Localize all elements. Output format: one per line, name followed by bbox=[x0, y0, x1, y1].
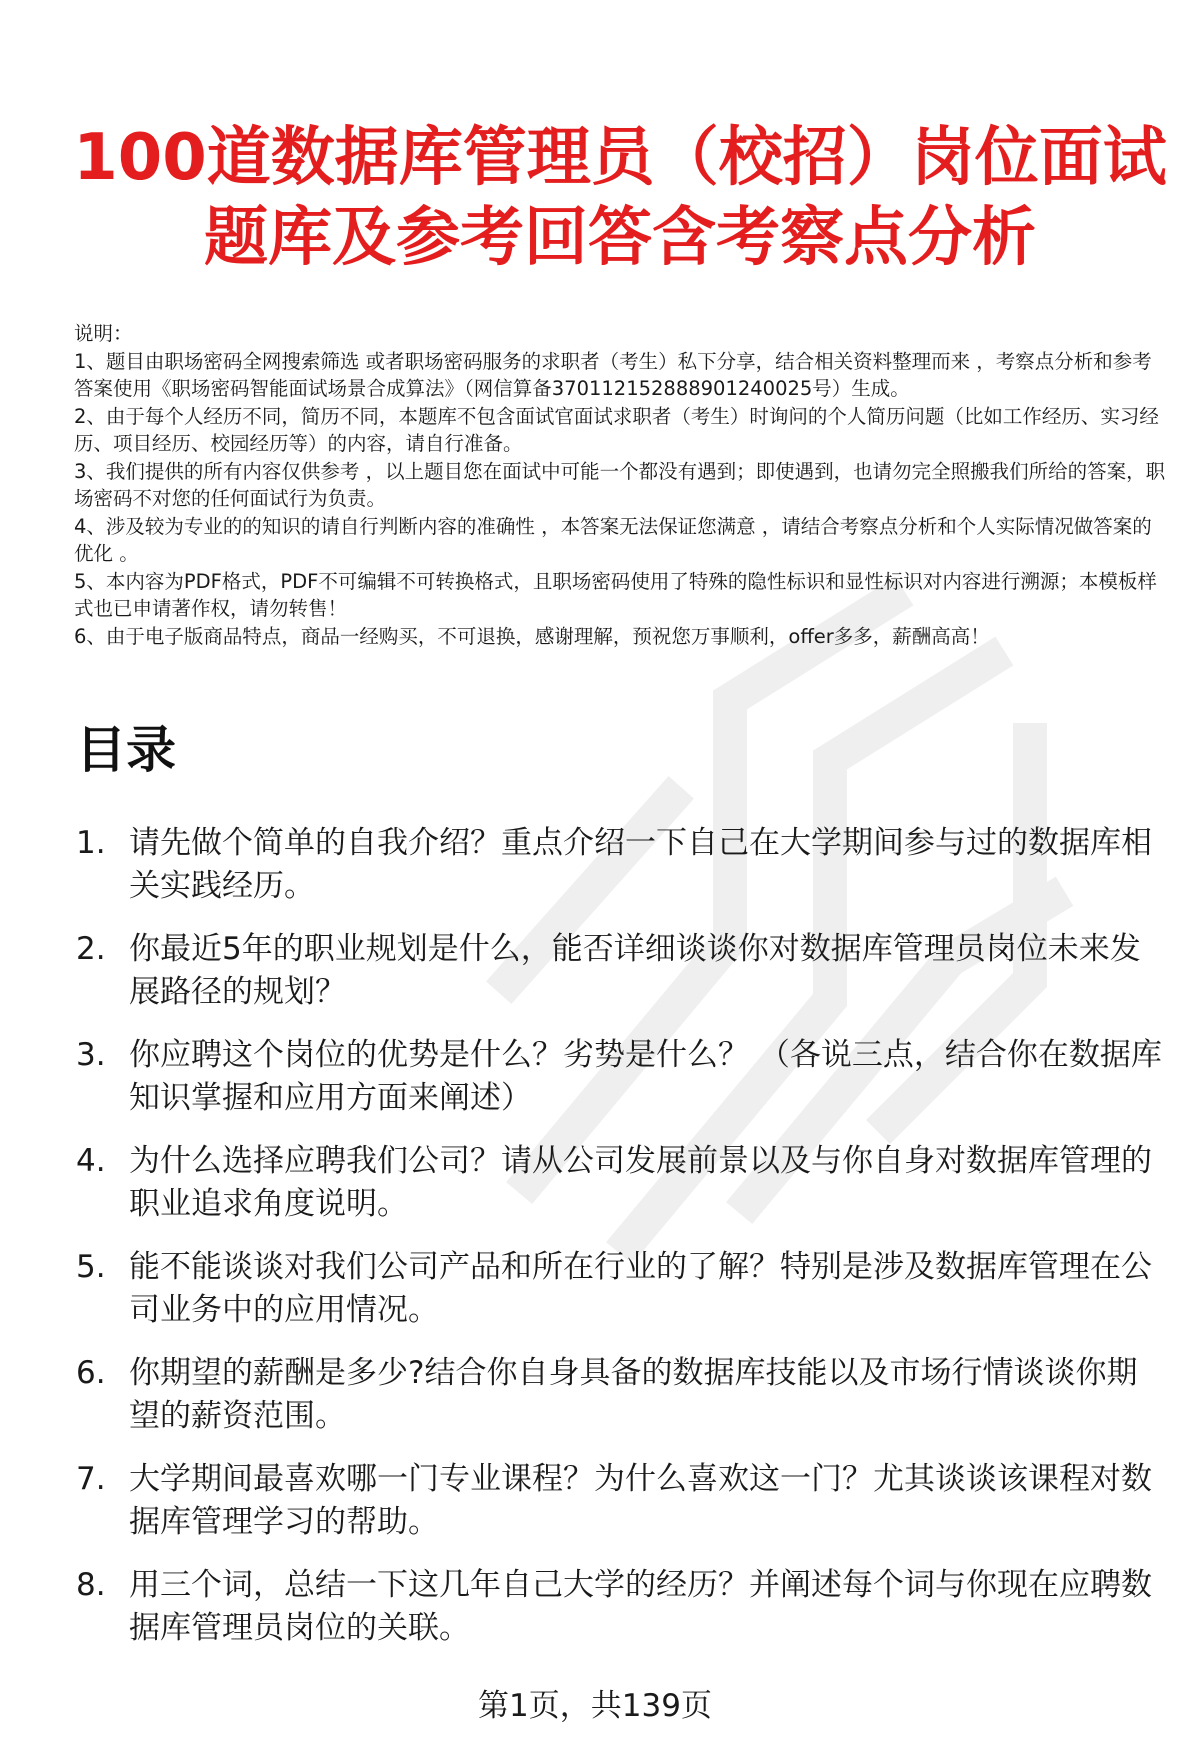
toc-item-text: 为什么选择应聘我们公司？请从公司发展前景以及与你自身对数据库管理的职业追求角度说明。 bbox=[129, 1143, 1152, 1222]
toc-item-text: 能不能谈谈对我们公司产品和所在行业的了解？特别是涉及数据库管理在公司业务中的应用情况。 bbox=[129, 1249, 1152, 1328]
toc-item-number: 4. bbox=[76, 1143, 106, 1179]
note-item: 1、题目由职场密码全网搜索筛选 或者职场密码服务的求职者（考生）私下分享，结合相关资料整理而来 ，考察点分析和参考答案使用《职场密码智能面试场景合成算法》（网信算备370112152888901240025号）生成。 bbox=[74, 349, 1152, 400]
toc-item[interactable] bbox=[76, 1352, 1166, 1438]
toc-item-number: 5. bbox=[76, 1249, 106, 1285]
toc-item-number: 3. bbox=[76, 1037, 106, 1073]
toc-heading: 目录 bbox=[76, 721, 176, 779]
notes-heading: 说明： bbox=[74, 322, 133, 345]
toc-item-number: 8. bbox=[76, 1567, 106, 1603]
toc-item[interactable] bbox=[76, 1140, 1166, 1226]
document-title: 100道数据库管理员（校招）岗位面试题库及参考回答含考察点分析 bbox=[73, 121, 1167, 275]
toc-item[interactable] bbox=[76, 822, 1166, 908]
toc-item[interactable] bbox=[76, 1458, 1166, 1544]
page-number: 第1页，共139页 bbox=[478, 1688, 712, 1724]
note-item: 6、由于电子版商品特点，商品一经购买，不可退换，感谢理解，预祝您万事顺利，offer多多，薪酬高高！ bbox=[74, 624, 990, 648]
toc-item-text: 你期望的薪酬是多少?结合你自身具备的数据库技能以及市场行情谈谈你期望的薪资范围。 bbox=[129, 1355, 1138, 1434]
toc-item-number: 7. bbox=[76, 1461, 106, 1497]
toc-item[interactable] bbox=[76, 1034, 1166, 1120]
toc-item-text: 你最近5年的职业规划是什么，能否详细谈谈你对数据库管理员岗位未来发展路径的规划？ bbox=[129, 931, 1141, 1010]
toc-item-text: 你应聘这个岗位的优势是什么？劣势是什么？ （各说三点，结合你在数据库知识掌握和应用方面来阐述） bbox=[129, 1037, 1162, 1116]
toc-item[interactable] bbox=[76, 928, 1166, 1014]
toc-item-text: 大学期间最喜欢哪一门专业课程？为什么喜欢这一门？尤其谈谈该课程对数据库管理学习的帮助。 bbox=[129, 1461, 1152, 1540]
notes-section bbox=[74, 320, 1166, 650]
toc-item-number: 1. bbox=[76, 825, 106, 861]
toc-item-number: 6. bbox=[76, 1355, 106, 1391]
toc-item[interactable] bbox=[76, 1564, 1166, 1650]
toc-item[interactable] bbox=[76, 1246, 1166, 1332]
note-item: 4、涉及较为专业的的知识的请自行判断内容的准确性 ，本答案无法保证您满意 ，请结合考察点分析和个人实际情况做答案的优化 。 bbox=[74, 514, 1152, 565]
note-item: 3、我们提供的所有内容仅供参考 ，以上题目您在面试中可能一个都没有遇到；即使遇到，也请勿完全照搬我们所给的答案，职场密码不对您的任何面试行为负责。 bbox=[74, 459, 1166, 510]
toc-item-text: 用三个词，总结一下这几年自己大学的经历？并阐述每个词与你现在应聘数据库管理员岗位的关联。 bbox=[129, 1567, 1152, 1646]
toc-item-number: 2. bbox=[76, 931, 106, 967]
toc-list bbox=[76, 822, 1166, 1670]
note-item: 5、本内容为PDF格式，PDF不可编辑不可转换格式，且职场密码使用了特殊的隐性标识和显性标识对内容进行溯源；本模板样式也已申请著作权，请勿转售！ bbox=[74, 569, 1157, 620]
toc-item-text: 请先做个简单的自我介绍？重点介绍一下自己在大学期间参与过的数据库相关实践经历。 bbox=[129, 825, 1152, 904]
note-item: 2、由于每个人经历不同，简历不同，本题库不包含面试官面试求职者（考生）时询问的个人简历问题（比如工作经历、实习经历、项目经历、校园经历等）的内容，请自行准备。 bbox=[74, 404, 1159, 455]
